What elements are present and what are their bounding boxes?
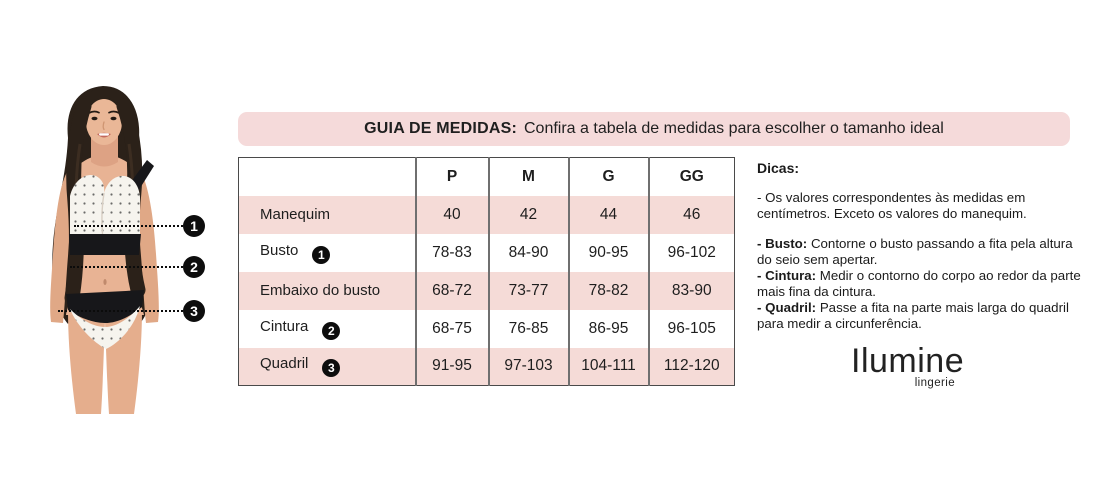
badge-2-icon: 2	[322, 322, 340, 340]
table-row-embaixo-do-busto	[239, 272, 735, 310]
header-size-gg: GG	[649, 158, 735, 196]
brand-sub: lingerie	[914, 377, 955, 389]
cell-value: 42	[489, 196, 569, 234]
table-row-manequim	[239, 196, 735, 234]
cell-value: 78-82	[569, 272, 649, 310]
cell-value: 40	[416, 196, 489, 234]
banner-title: GUIA DE MEDIDAS:	[364, 120, 517, 137]
tip-quadril: - Quadril: Passe a fita na parte mais larga do quadril para medir a circunferência.	[757, 300, 1069, 331]
model-photo	[28, 84, 198, 414]
table-header-row	[239, 158, 735, 196]
row-label: Embaixo do busto	[239, 272, 416, 310]
tips-intro: - Os valores correspondentes às medidas em centímetros. Exceto os valores do manequim.	[757, 190, 1027, 221]
cell-value: 68-72	[416, 272, 489, 310]
table-row-quadril	[239, 348, 735, 386]
header-size-p: P	[416, 158, 489, 196]
header-banner	[238, 112, 1070, 146]
cell-value: 46	[649, 196, 735, 234]
cell-value: 112-120	[649, 348, 735, 386]
marker-2-waist: 2	[183, 256, 205, 278]
cell-value: 76-85	[489, 310, 569, 348]
cell-value: 84-90	[489, 234, 569, 272]
marker-3-hip: 3	[183, 300, 205, 322]
cell-value: 44	[569, 196, 649, 234]
cell-value: 104-111	[569, 348, 649, 386]
cell-value: 90-95	[569, 234, 649, 272]
badge-3-icon: 3	[322, 359, 340, 377]
row-label: Busto 1	[239, 234, 416, 272]
cell-value: 96-102	[649, 234, 735, 272]
cell-value: 73-77	[489, 272, 569, 310]
brand-name: Ilumine	[851, 342, 965, 380]
badge-1-icon: 1	[312, 246, 330, 264]
cell-value: 68-75	[416, 310, 489, 348]
row-label: Cintura 2	[239, 310, 416, 348]
header-size-g: G	[569, 158, 649, 196]
row-label: Manequim	[239, 196, 416, 234]
cell-value: 86-95	[569, 310, 649, 348]
tip-cintura: - Cintura: Medir o contorno do corpo ao redor da parte mais fina da cintura.	[757, 268, 1081, 299]
brand-logo	[851, 342, 965, 389]
header-empty-cell	[239, 158, 416, 196]
table-row-busto	[239, 234, 735, 272]
cell-value: 96-105	[649, 310, 735, 348]
measure-line-bust	[74, 225, 186, 227]
banner-subtitle: Confira a tabela de medidas para escolher o tamanho ideal	[524, 120, 944, 137]
tips-title: Dicas:	[757, 160, 800, 176]
measure-line-hip	[58, 310, 186, 312]
size-table	[238, 157, 735, 386]
marker-1-bust: 1	[183, 215, 205, 237]
cell-value: 83-90	[649, 272, 735, 310]
table-row-cintura	[239, 310, 735, 348]
header-size-m: M	[489, 158, 569, 196]
row-label: Quadril 3	[239, 348, 416, 386]
cell-value: 97-103	[489, 348, 569, 386]
tips-section	[757, 160, 1081, 332]
cell-value: 91-95	[416, 348, 489, 386]
cell-value: 78-83	[416, 234, 489, 272]
measure-line-waist	[70, 266, 186, 268]
tip-busto: - Busto: Contorne o busto passando a fita pela altura do seio sem apertar.	[757, 236, 1073, 267]
